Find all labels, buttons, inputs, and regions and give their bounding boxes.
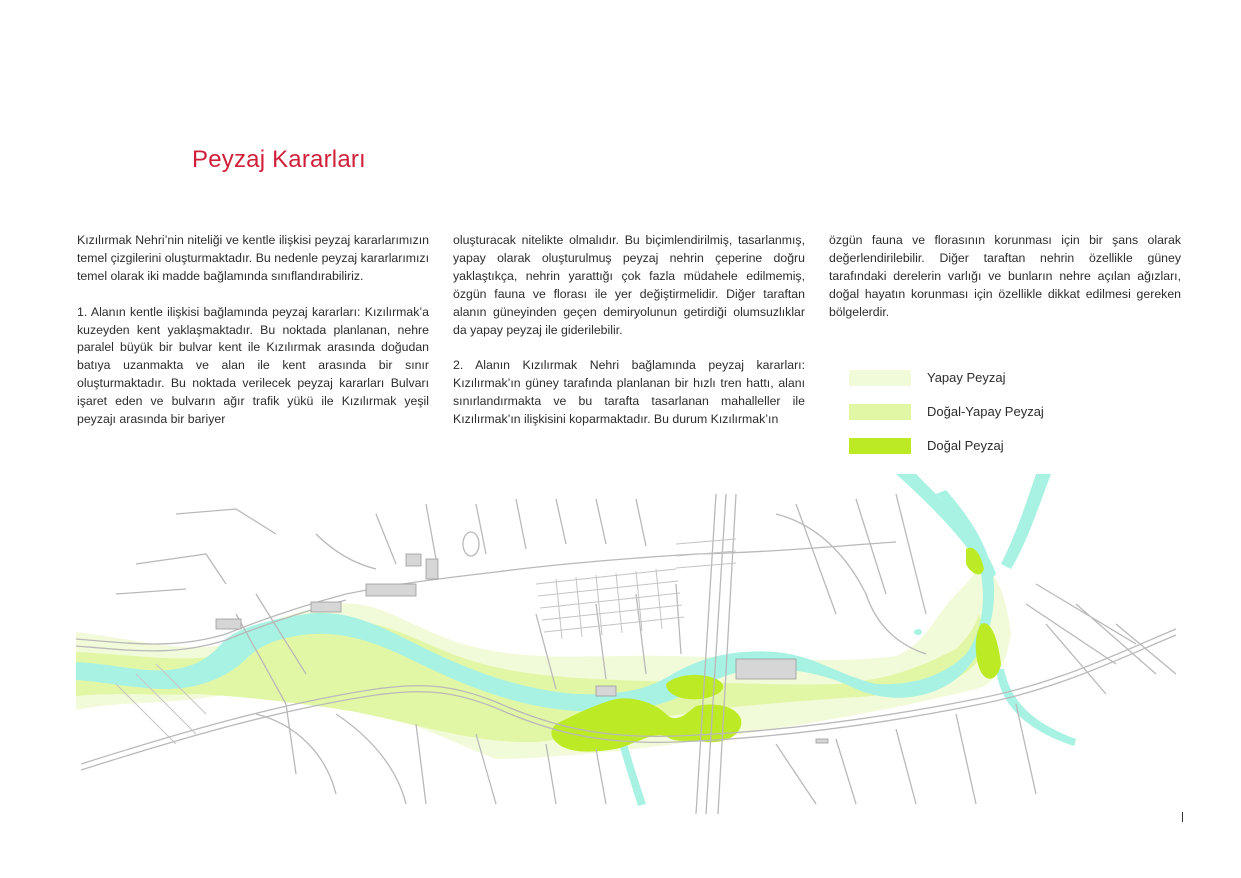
- legend-swatch-yapay: [849, 370, 911, 386]
- intro-paragraph: Kızılırmak Nehri’nin niteliği ve kentle ilişkisi peyzaj kararlarımızın temel çizgilerini oluşturmaktadır. Bu nedenle peyzaj kararlarımızı temel olarak iki madde bağlamında sınıflandırabiliriz.: [77, 233, 429, 283]
- legend-item-dogal-yapay: [849, 403, 1044, 420]
- page-marker: [1182, 812, 1183, 822]
- site-plan-map: [76, 474, 1190, 814]
- legend-label: Doğal Peyzaj: [927, 438, 1004, 453]
- text-column-1: [77, 232, 429, 429]
- legend-item-dogal: [849, 437, 1044, 454]
- point-2-paragraph: 2. Alanın Kızılırmak Nehri bağlamında peyzaj kararları: Kızılırmak’ın güney tarafında planlanan bir hızlı tren hattı, alanı sınırlandırmakta ve bu tarafta tasarlanan mahalleller ile Kızılırmak’ın ilişkisini koparmaktadır. Bu durum Kızılırmak’ın: [453, 358, 805, 427]
- pond: [914, 629, 922, 635]
- legend-swatch-dogal-yapay: [849, 404, 911, 420]
- text-column-3: [829, 232, 1181, 322]
- text-column-2: [453, 232, 805, 429]
- map-legend: [849, 369, 1044, 471]
- point-1-paragraph: 1. Alanın kentle ilişkisi bağlamında peyzaj kararları: Kızılırmak’a kuzeyden kent yaklaşmaktadır. Bu noktada planlanan, nehre paralel büyük bir bulvar kent ile Kızılırmak arasında doğudan batıya uzanmakta ve alan ile kent arasında bir sınır oluşturmaktadır. Bu noktada verilecek peyzaj kararları Bulvarı işaret eden ve bulvarın ağır trafik yükü ile Kızılırmak yeşil peyzajı arasında bir bariyer: [77, 304, 429, 427]
- legend-swatch-dogal: [849, 438, 911, 454]
- point-2-continued-paragraph: özgün fauna ve florasının korunması için bir şans olarak değerlendirilebilir. Diğer taraftan nehrin özellikle güney tarafındaki derelerin varlığı ve bunların nehre açılan ağızları, doğal hayatın korunması için özellikle dikkat edilmesi gereken bölgelerdir.: [829, 233, 1181, 319]
- stadium-track: [463, 532, 479, 556]
- legend-label: Yapay Peyzaj: [927, 370, 1006, 385]
- page-title: Peyzaj Kararları: [192, 146, 366, 173]
- legend-item-yapay: [849, 369, 1044, 386]
- point-1-continued-paragraph: oluşturacak nitelikte olmalıdır. Bu biçimlendirilmiş, tasarlanmış, yapay olarak oluşturulmuş peyzaj nehrin çeperine doğru yaklaştıkça, nehrin yarattığı çok fazla müdahele edilmemiş, özgün fauna ve florası ile yer değiştirmelidir. Diğer taraftan alanın güneyinden geçen demiryolunun getirdiği olumsuzlıklar da yapay peyzaj ile giderilebilir.: [453, 233, 805, 337]
- legend-label: Doğal-Yapay Peyzaj: [927, 404, 1044, 419]
